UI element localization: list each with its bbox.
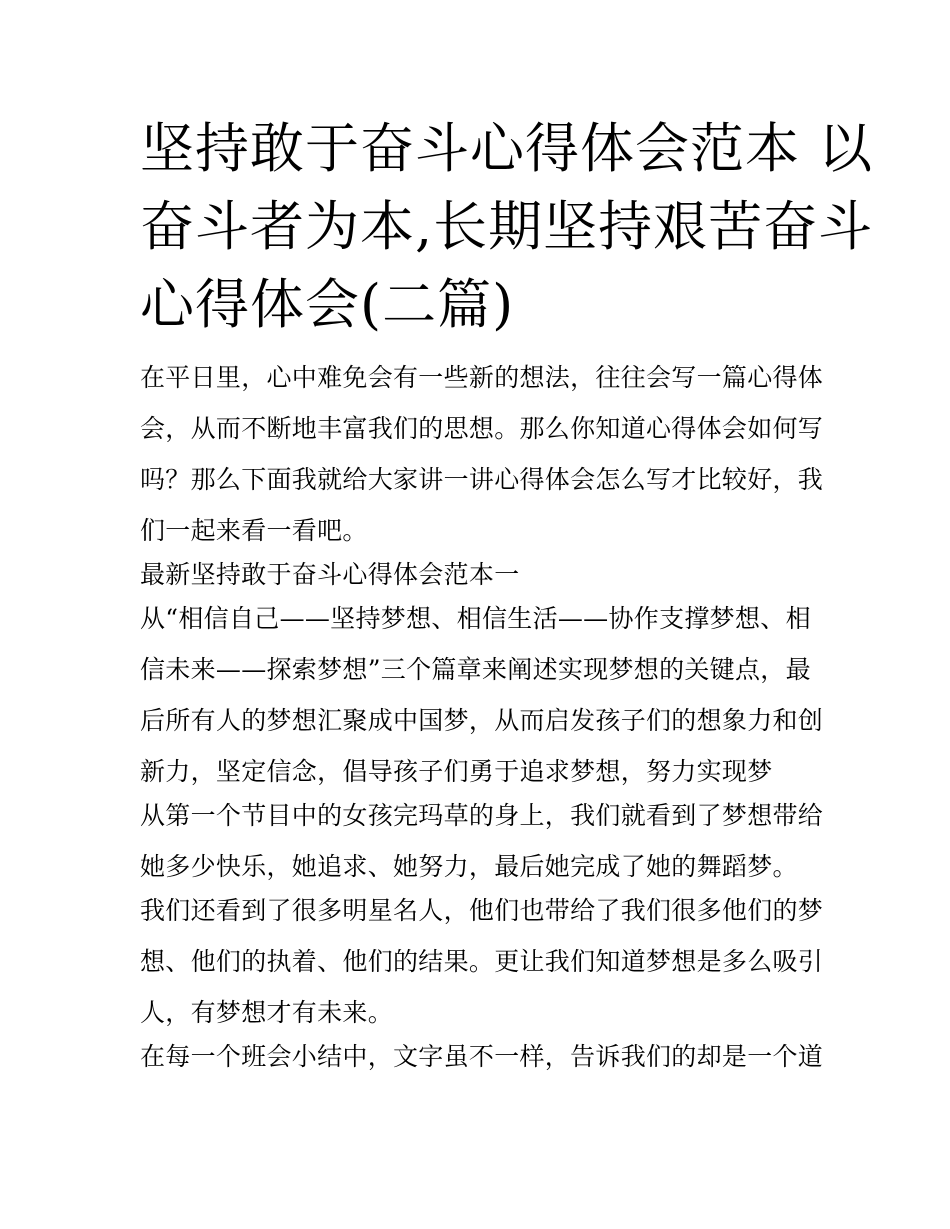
- text-line: 从第一个节目中的女孩完玛草的身上，我们就看到了梦想带给: [140, 801, 824, 830]
- text-line: 在平日里，心中难免会有一些新的想法，往往会写一篇心得体: [140, 363, 824, 392]
- text-line: 从“相信自己——坚持梦想、相信生活——协作支撑梦想、相: [140, 604, 811, 633]
- text-line: 新力，坚定信念，倡导孩子们勇于追求梦想，努力实现梦: [140, 757, 773, 786]
- section-heading: 最新坚持敢于奋斗心得体会范本一: [140, 560, 520, 589]
- title-line: 奋斗者为本,长期坚持艰苦奋斗: [140, 195, 874, 258]
- text-line: 吗？那么下面我就给大家讲一讲心得体会怎么写才比较好，我: [140, 465, 824, 494]
- text-line: 我们还看到了很多明星名人，他们也带给了我们很多他们的梦: [140, 896, 824, 925]
- title-line: 心得体会(二篇): [140, 273, 515, 336]
- text-line: 们一起来看一看吧。: [140, 516, 368, 545]
- text-line: 会，从而不断地丰富我们的思想。那么你知道心得体会如何写: [140, 414, 824, 443]
- text-line: 后所有人的梦想汇聚成中国梦，从而启发孩子们的想象力和创: [140, 706, 824, 735]
- text-line: 在每一个班会小结中，文字虽不一样，告诉我们的却是一个道: [140, 1042, 824, 1071]
- text-line: 她多少快乐，她追求、她努力，最后她完成了她的舞蹈梦。: [140, 852, 798, 881]
- text-line: 信未来——探索梦想”三个篇章来阐述实现梦想的关键点，最: [140, 655, 811, 684]
- text-line: 人，有梦想才有未来。: [140, 998, 394, 1027]
- document-title: [140, 110, 874, 344]
- document-body: [140, 352, 824, 1082]
- text-line: 想、他们的执着、他们的结果。更让我们知道梦想是多么吸引: [140, 947, 824, 976]
- title-line: 坚持敢于奋斗心得体会范本 以: [140, 117, 874, 180]
